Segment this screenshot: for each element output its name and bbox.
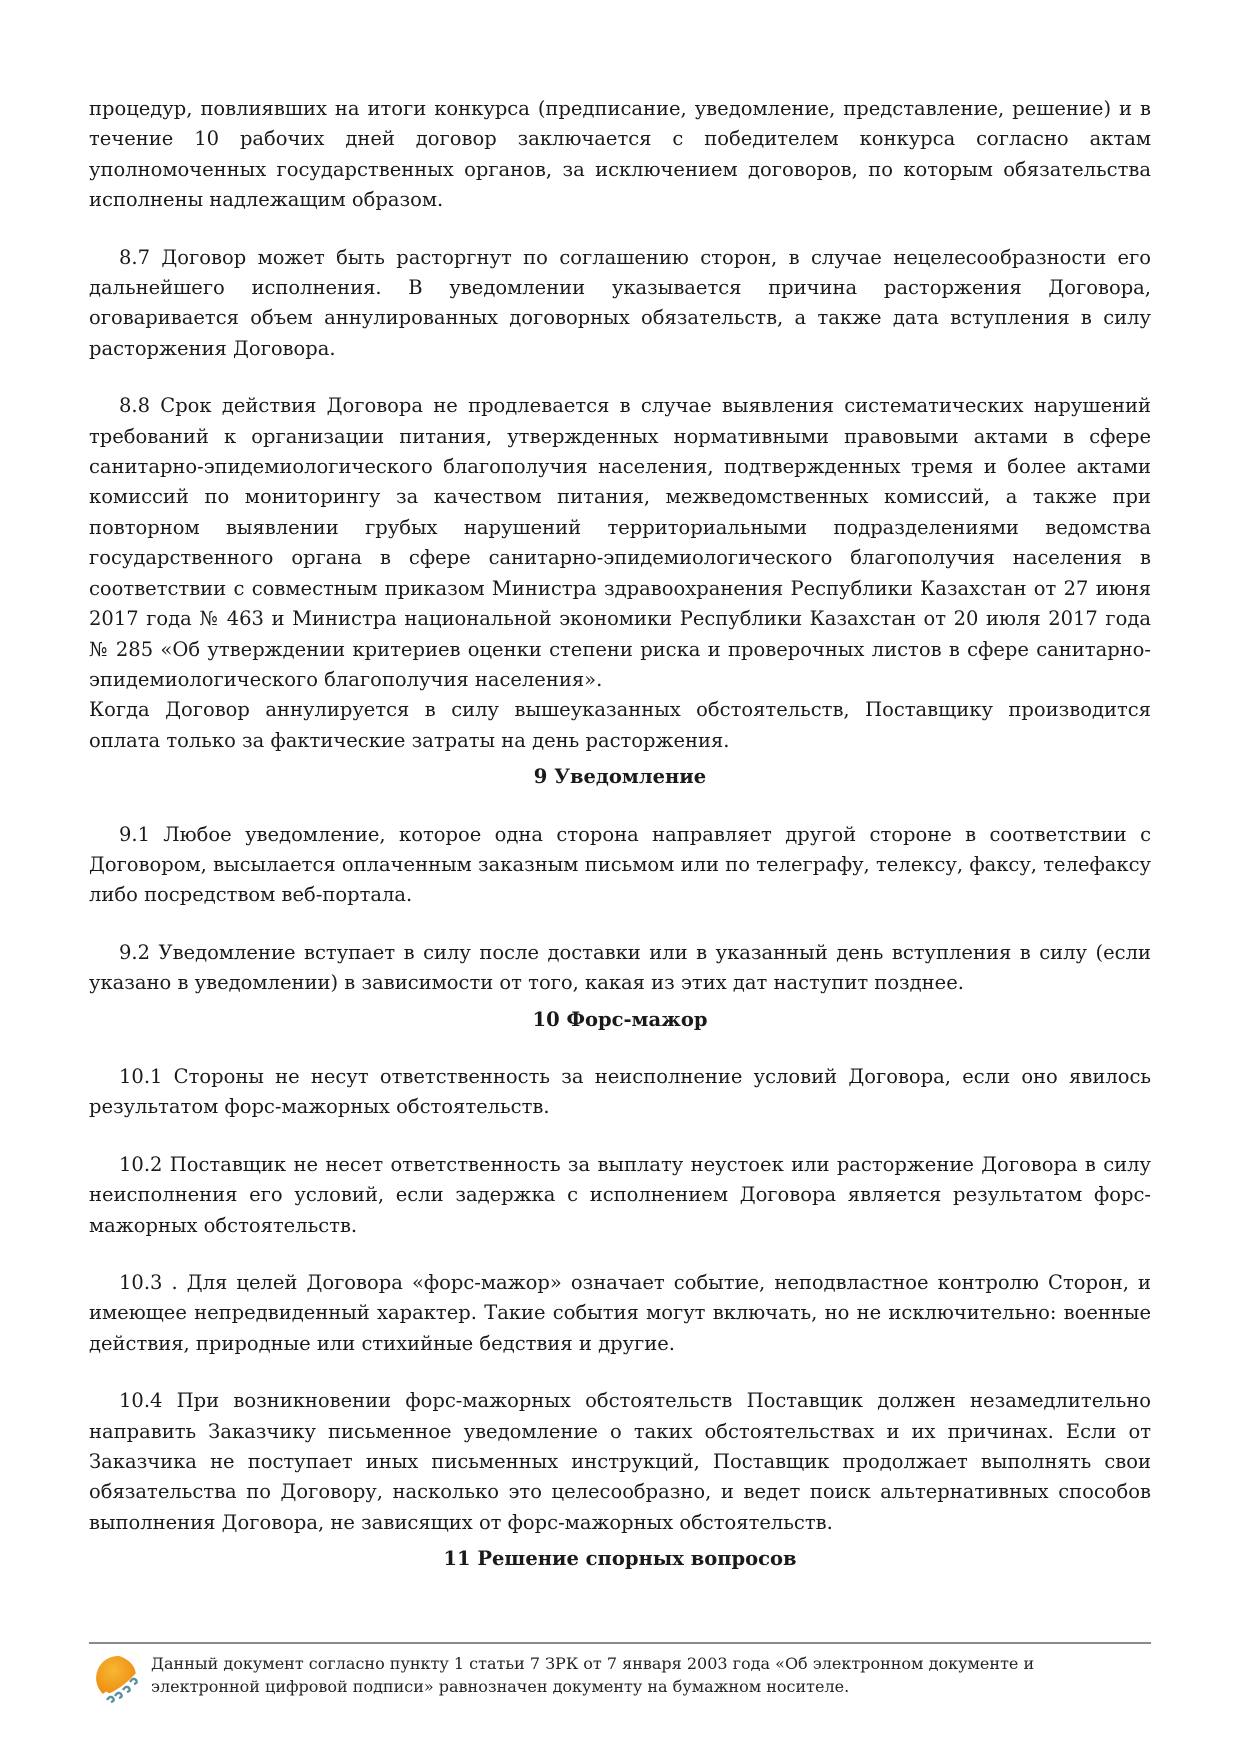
paragraph-8-8-annulment: Когда Договор аннулируется в силу вышеуказанных обстоятельств, Поставщику производится оплата только за фактические затраты на день расторжения.: [89, 698, 1151, 752]
page-footer: [89, 1642, 1151, 1704]
paragraph-gap: [89, 1359, 1151, 1386]
paragraph-10-3: 10.3 . Для целей Договора «форс-мажор» означает событие, неподвластное контролю Сторон, и имеющее непредвиденный характер. Такие события могут включать, но не исключительно: военные действия, природные или стихийные бедствия и другие.: [89, 1271, 1151, 1355]
section-heading-11: 11 Решение спорных вопросов: [443, 1547, 797, 1571]
footer-legal-notice: [151, 1652, 1034, 1698]
paragraph-gap: [89, 1035, 1151, 1062]
paragraph-10-4: 10.4 При возникновении форс-мажорных обстоятельств Поставщик должен незамедлительно направить Заказчику письменное уведомление о таких обстоятельствах и их причинах. Если от Заказчика не поступает иных письменных инструкций, Поставщик продолжает выполнять свои обязательства по Договору, насколько это целесообразно, и ведет поиск альтернативных способов выполнения Договора, не зависящих от форс-мажорных обстоятельств.: [89, 1389, 1151, 1534]
paragraph-10-2: 10.2 Поставщик не несет ответственность за выплату неустоек или расторжение Договора в силу неисполнения его условий, если задержка с исполнением Договора является результатом форс-мажорных обстоятельств.: [89, 1152, 1151, 1237]
document-page: [89, 94, 1151, 1575]
paragraph-gap: [89, 216, 1151, 243]
paragraph-gap: [89, 1123, 1151, 1150]
paragraph-gap: [89, 911, 1151, 938]
footer-line-1: Данный документ согласно пункту 1 статьи 7 ЗРК от 7 января 2003 года «Об электронном документе и: [151, 1654, 1035, 1673]
egov-sun-logo-icon: [93, 1652, 145, 1704]
paragraph-9-2: 9.2 Уведомление вступает в силу после доставки или в указанный день вступления в силу (если указано в уведомлении) в зависимости от того, какая из этих дат наступит позднее.: [89, 940, 1151, 995]
section-heading-10: 10 Форс-мажор: [532, 1007, 708, 1031]
paragraph-8-8: 8.8 Срок действия Договора не продлевается в случае выявления систематических нарушений требований к организации питания, утвержденных нормативными правовыми актами в сфере санитарно-эпидемиологического благополучия населения, подтвержденных тремя и более актами комиссий по мониторингу за качеством питания, межведомственных комиссий, а также при повторном выявлении грубых нарушений территориальными подразделениями ведомства государственного органа в сфере санитарно-эпидемиологического благополучия населения в соответствии с совместным приказом Министра здравоохранения Республики Казахстан от 27 июня 2017 года № 463 и Министра национальной экономики Республики Казахстан от 20 июля 2017 года № 285 «Об утверждении критериев оценки степени риска и проверочных листов в сфере санитарно-эпидемиологического благополучия населения».: [89, 394, 1151, 691]
paragraph-9-1: 9.1 Любое уведомление, которое одна сторона направляет другой стороне в соответствии с Договором, высылается оплаченным заказным письмом или по телеграфу, телексу, факсу, телефаксу либо посредством веб-портала.: [89, 822, 1151, 907]
section-heading-9: 9 Уведомление: [533, 765, 707, 789]
paragraph-8-7: 8.7 Договор может быть расторгнут по соглашению сторон, в случае нецелесообразности его дальнейшего исполнения. В уведомлении указывается причина расторжения Договора, оговаривается объем аннулированных договорных обязательств, а также дата вступления в силу расторжения Договора.: [89, 245, 1151, 360]
paragraph-gap: [89, 364, 1151, 391]
paragraph-gap: [89, 793, 1151, 820]
paragraph-10-1: 10.1 Стороны не несут ответственность за неисполнение условий Договора, если оно явилось результатом форс-мажорных обстоятельств.: [89, 1064, 1151, 1119]
paragraph-8-6-continuation: процедур, повлиявших на итоги конкурса (предписание, уведомление, представление, решение) и в течение 10 рабочих дней договор заключается с победителем конкурса согласно актам уполномоченных государственных органов, за исключением договоров, по которым обязательства исполнены надлежащим образом.: [89, 97, 1151, 212]
paragraph-gap: [89, 1241, 1151, 1268]
footer-line-2: электронной цифровой подписи» равнозначен документу на бумажном носителе.: [151, 1677, 850, 1696]
